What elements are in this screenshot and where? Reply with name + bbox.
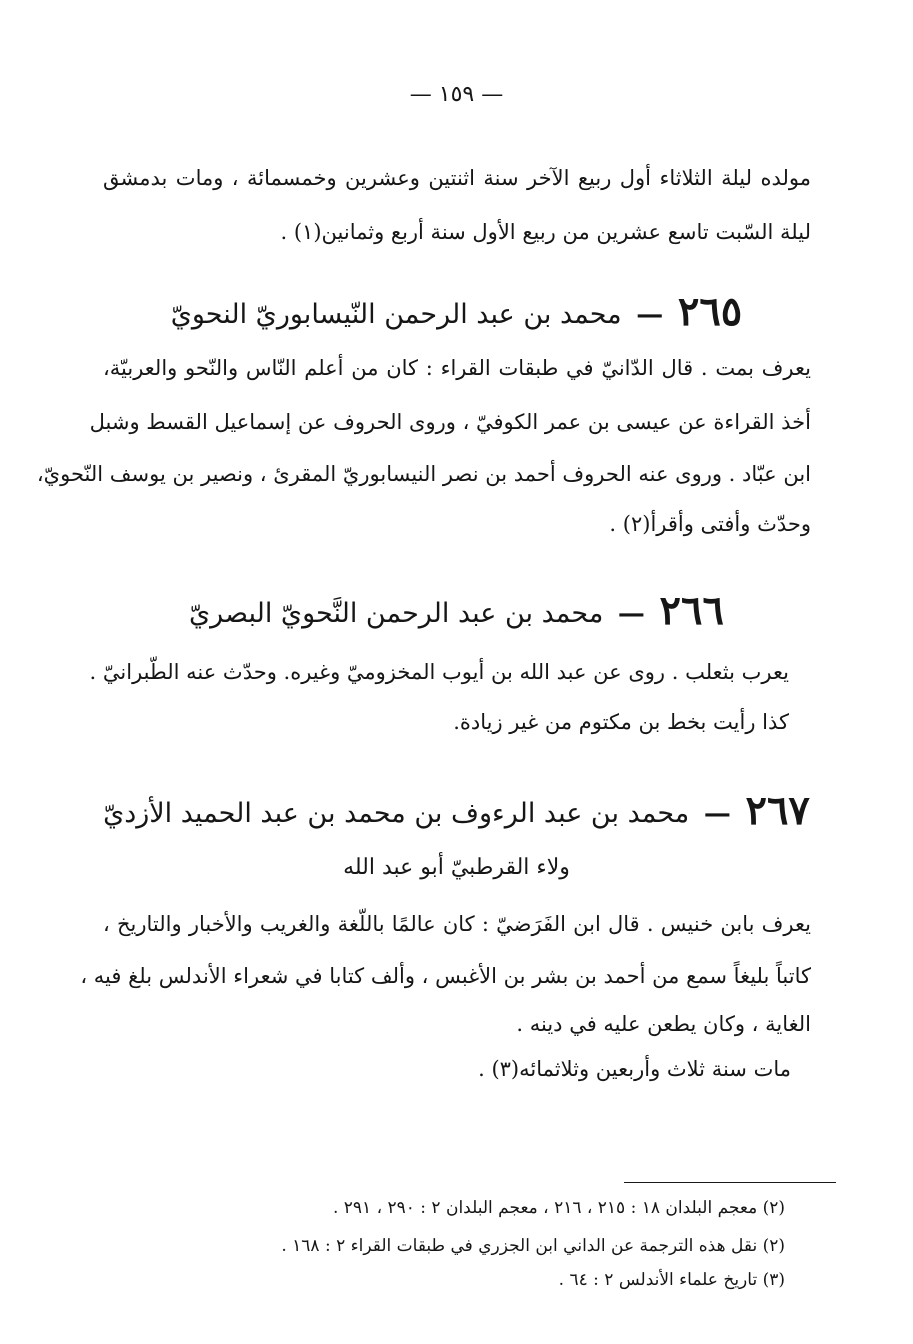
entry-line: كاتباً بليغاً سمع من أحمد بن بشر بن الأغبس ، وألف كتابا في شعراء الأندلس بلغ فيه ، <box>80 964 811 988</box>
entry-line: الغاية ، وكان يطعن عليه في دينه . <box>516 1012 811 1036</box>
paragraph-line: ليلة السّبت تاسع عشرين من ربيع الأول سنة أربع وثمانين(١) . <box>280 220 811 244</box>
entry-number: ٢٦٥ <box>677 288 743 335</box>
entry-heading-265 <box>0 288 913 336</box>
entry-dash: — <box>617 598 645 629</box>
entry-dash: — <box>703 798 731 829</box>
footnote-separator <box>624 1182 836 1183</box>
entry-line: يعرف بمت . قال الدّانيّ في طبقات القراء : كان من أعلم النّاس والنّحو والعربيّة، <box>103 356 811 380</box>
entry-line: أخذ القراءة عن عيسى بن عمر الكوفيّ ، وروى الحروف عن إسماعيل القسط وشبل <box>89 410 811 434</box>
page-number: — ١٥٩ — <box>409 82 504 107</box>
entry-number: ٢٦٧ <box>745 787 810 834</box>
entry-line: مات سنة ثلاث وأربعين وثلاثمائه(٣) . <box>478 1057 791 1081</box>
footnote: (٢) معجم البلدان ١٨ : ٢١٥ ، ٢١٦ ، معجم البلدان ٢ : ٢٩٠ ، ٢٩١ . <box>332 1198 785 1218</box>
entry-title: محمد بن عبد الرحمن النَّحويّ البصريّ <box>189 598 604 629</box>
entry-heading-267 <box>0 787 913 835</box>
entry-line: يعرف بابن خنيس . قال ابن الفَرَضيّ : كان عالمًا باللّغة والغريب والأخبار والتاريخ ، <box>103 912 811 936</box>
entry-heading-266 <box>0 587 913 635</box>
entry-line: كذا رأيت بخط بن مكتوم من غير زيادة. <box>453 710 789 734</box>
entry-title: محمد بن عبد الرحمن النّيسابوريّ النحويّ <box>170 299 622 330</box>
entry-subtitle: ولاء القرطبيّ أبو عبد الله <box>343 855 570 880</box>
entry-title: محمد بن عبد الرءوف بن محمد بن عبد الحميد الأزديّ <box>103 798 690 829</box>
entry-line: يعرب بثعلب . روى عن عبد الله بن أيوب المخزوميّ وغيره. وحدّث عنه الطّبرانيّ . <box>89 660 789 684</box>
entry-number: ٢٦٦ <box>659 587 724 634</box>
entry-line: ابن عبّاد . وروى عنه الحروف أحمد بن نصر النيسابوريّ المقرئ ، ونصير بن يوسف النّحويّ، <box>36 462 811 486</box>
entry-dash: — <box>636 299 664 330</box>
footnote: (٢) نقل هذه الترجمة عن الداني ابن الجزري في طبقات القراء ٢ : ١٦٨ . <box>281 1236 785 1256</box>
footnote: (٣) تاريخ علماء الأندلس ٢ : ٦٤ . <box>558 1270 785 1290</box>
entry-line: وحدّث وأفتى وأقرأ(٢) . <box>609 512 811 536</box>
paragraph-line: مولده ليلة الثلاثاء أول ربيع الآخر سنة اثنتين وعشرين وخمسمائة ، ومات بدمشق <box>103 166 811 190</box>
